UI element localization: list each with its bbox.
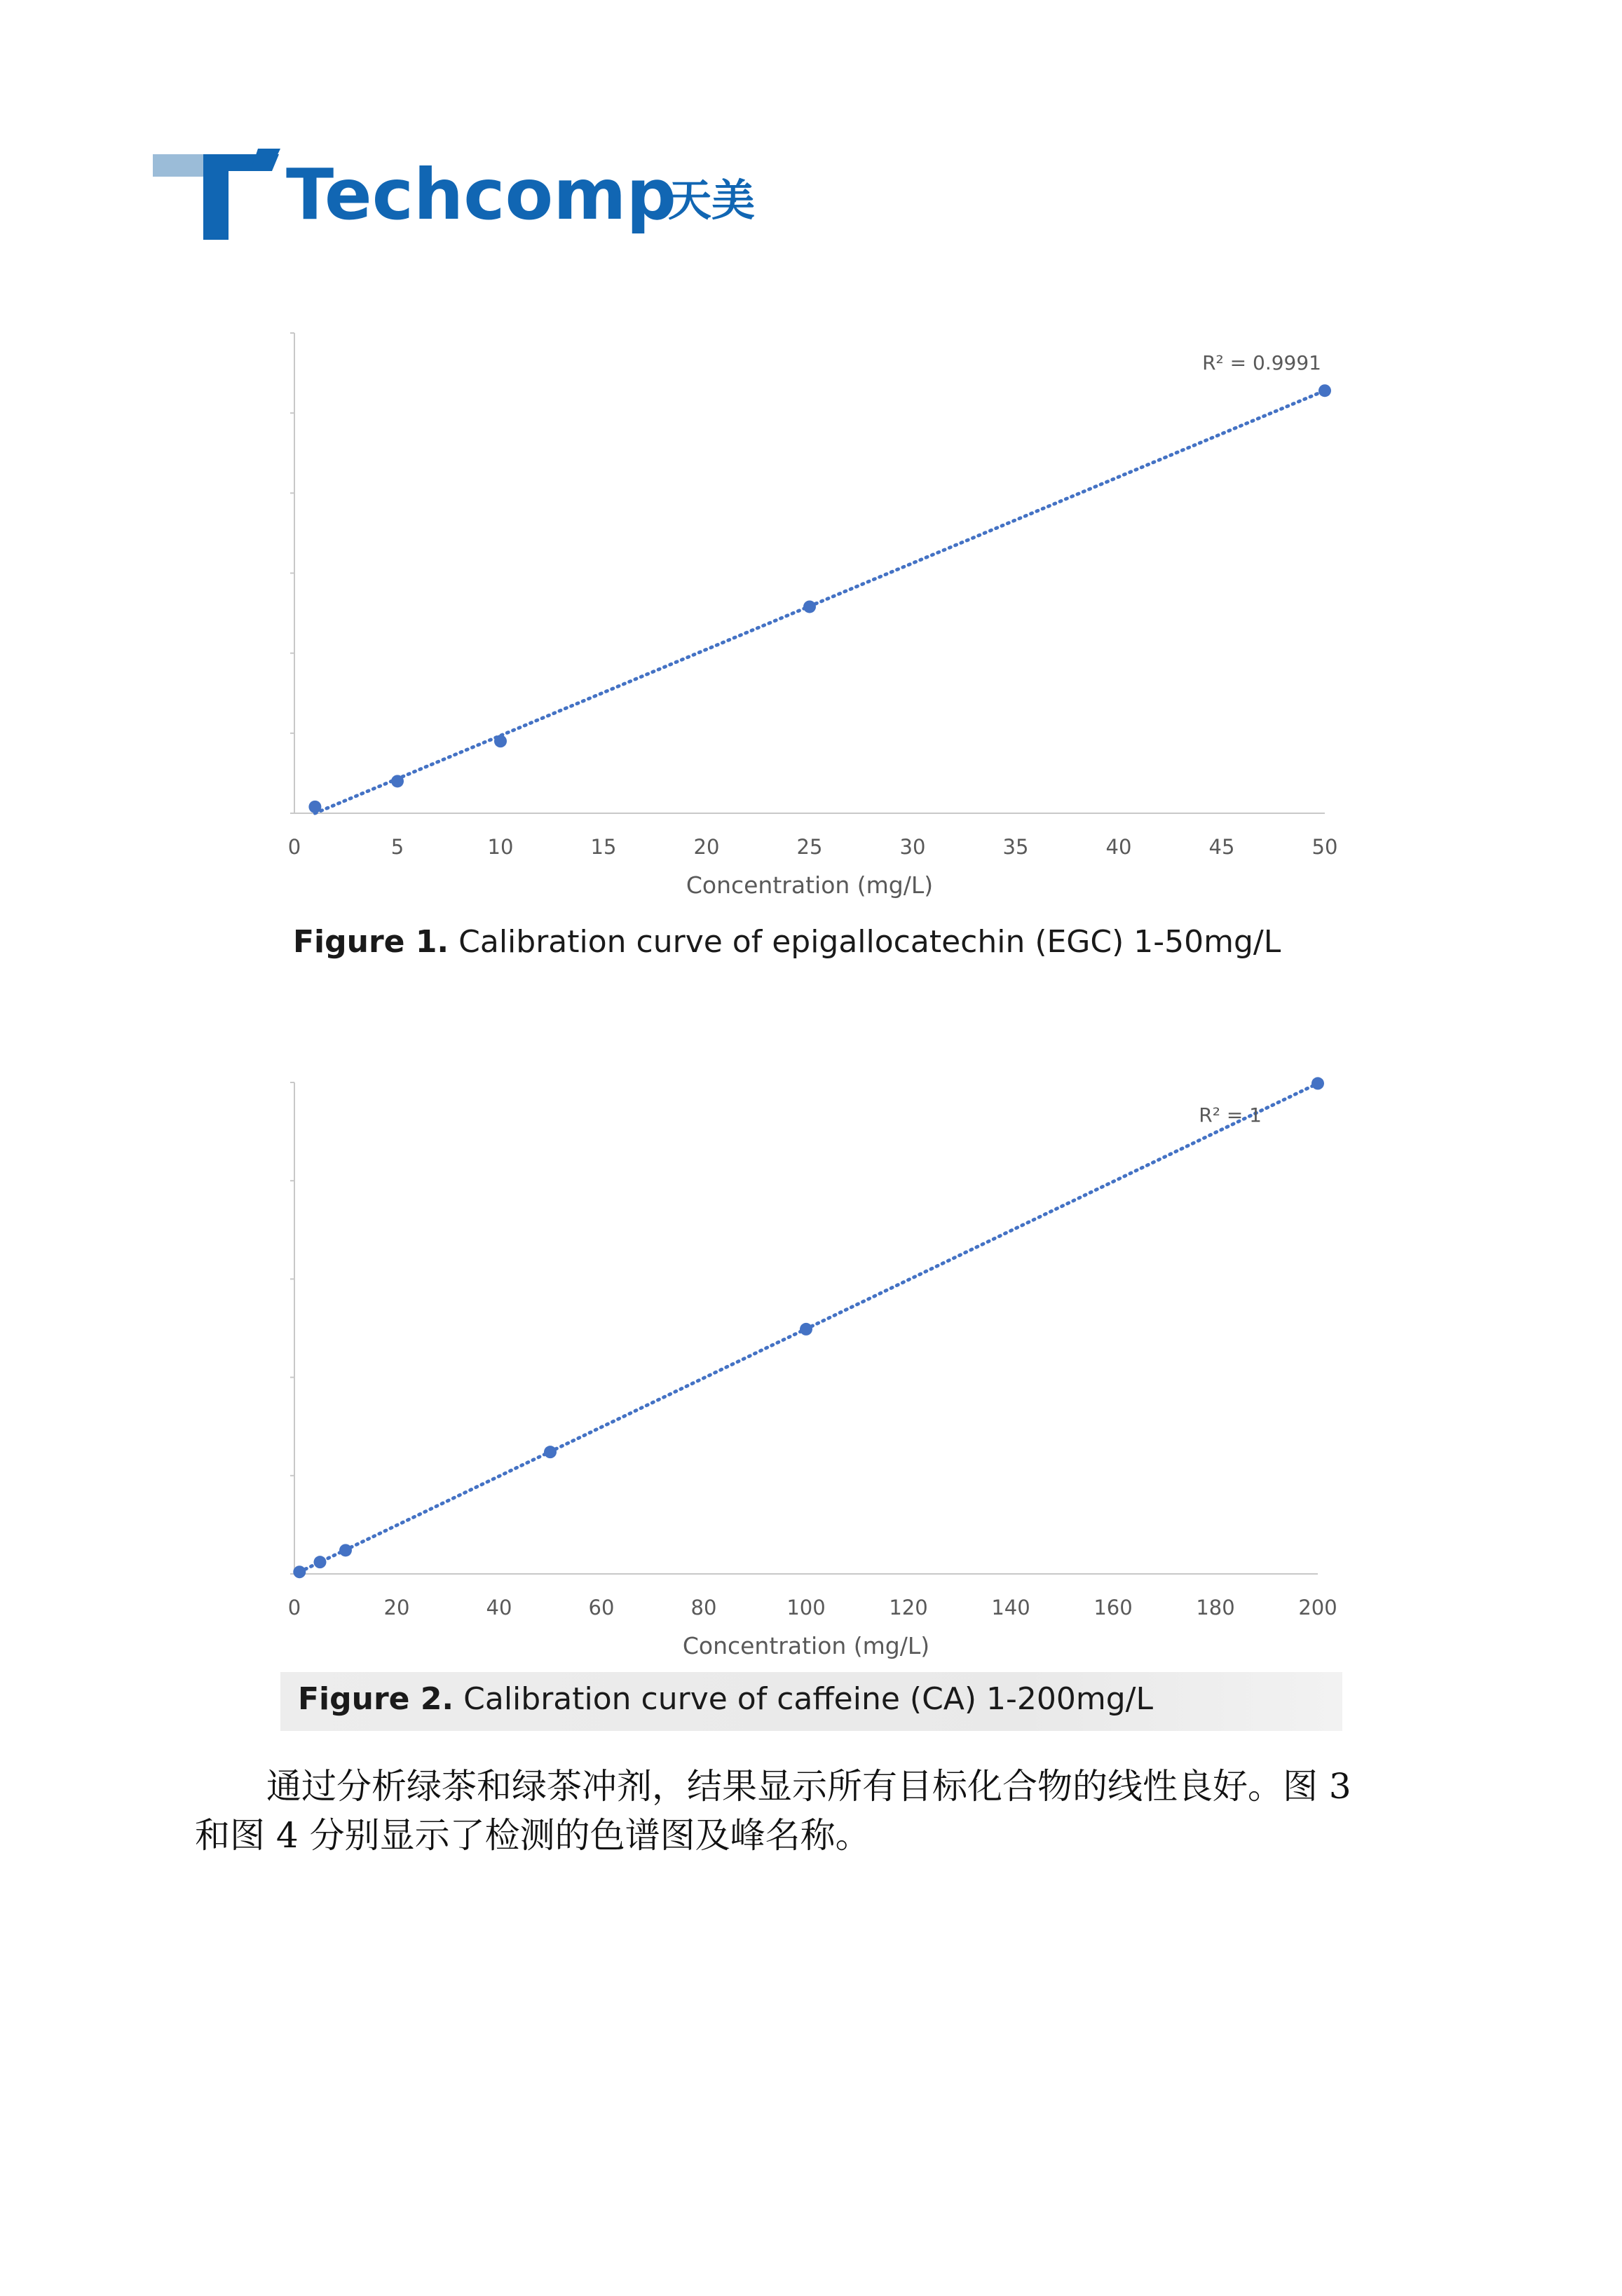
x-tick-label: 15 [590, 835, 617, 859]
x-tick-label: 160 [1093, 1596, 1133, 1619]
paragraph-line-1: 通过分析绿茶和绿茶冲剂，结果显示所有目标化合物的线性良好。图 3 [266, 1766, 1351, 1807]
data-point [308, 801, 321, 813]
x-tick-label: 120 [889, 1596, 928, 1619]
figure-2-text: Calibration curve of caffeine (CA) 1-200mg/L [454, 1681, 1154, 1717]
chart-egc-calibration [266, 322, 1360, 911]
figure-2-caption [298, 1681, 1153, 1717]
figure-1-label: Figure 1. [293, 924, 449, 960]
data-point [800, 1323, 812, 1336]
data-point [314, 1556, 327, 1568]
figure-1-text: Calibration curve of epigallocatechin (EGC) 1-50mg/L [449, 924, 1281, 960]
r-squared-label: R² = 0.9991 [1202, 351, 1321, 374]
x-tick-label: 180 [1196, 1596, 1235, 1619]
techcomp-logo [153, 149, 770, 240]
figure-2-label: Figure 2. [298, 1681, 454, 1717]
figure-1-caption [293, 924, 1281, 960]
x-tick-label: 0 [287, 835, 301, 859]
data-point [339, 1544, 352, 1556]
x-tick-label: 30 [899, 835, 926, 859]
x-tick-label: 40 [1105, 835, 1132, 859]
x-tick-label: 35 [1002, 835, 1029, 859]
x-tick-label: 20 [383, 1596, 410, 1619]
data-point [494, 735, 507, 747]
x-tick-label: 25 [796, 835, 823, 859]
x-tick-label: 140 [991, 1596, 1030, 1619]
logo-text: Techcomp [286, 154, 676, 236]
x-tick-label: 20 [693, 835, 720, 859]
x-axis-title: Concentration (mg/L) [682, 1632, 930, 1659]
chart-ca-calibration [266, 1066, 1360, 1683]
trendline [315, 390, 1325, 813]
paragraph-line-2: 和图 4 分别显示了检测的色谱图及峰名称。 [195, 1815, 871, 1856]
x-tick-label: 5 [390, 835, 404, 859]
x-tick-label: 60 [588, 1596, 615, 1619]
x-tick-label: 80 [690, 1596, 717, 1619]
data-point [293, 1565, 306, 1578]
x-axis-title: Concentration (mg/L) [686, 871, 934, 899]
data-point [1318, 384, 1331, 397]
x-tick-label: 50 [1311, 835, 1338, 859]
x-tick-label: 10 [487, 835, 514, 859]
data-point [803, 600, 816, 613]
data-point [1311, 1077, 1324, 1089]
r-squared-label: R² = 1 [1199, 1103, 1262, 1127]
x-tick-label: 0 [287, 1596, 301, 1619]
x-tick-label: 45 [1208, 835, 1235, 859]
data-point [391, 775, 404, 787]
x-tick-label: 40 [486, 1596, 512, 1619]
x-tick-label: 100 [786, 1596, 826, 1619]
x-tick-label: 200 [1298, 1596, 1337, 1619]
logo-cn-text: 天美 [668, 175, 756, 226]
data-point [544, 1446, 557, 1458]
